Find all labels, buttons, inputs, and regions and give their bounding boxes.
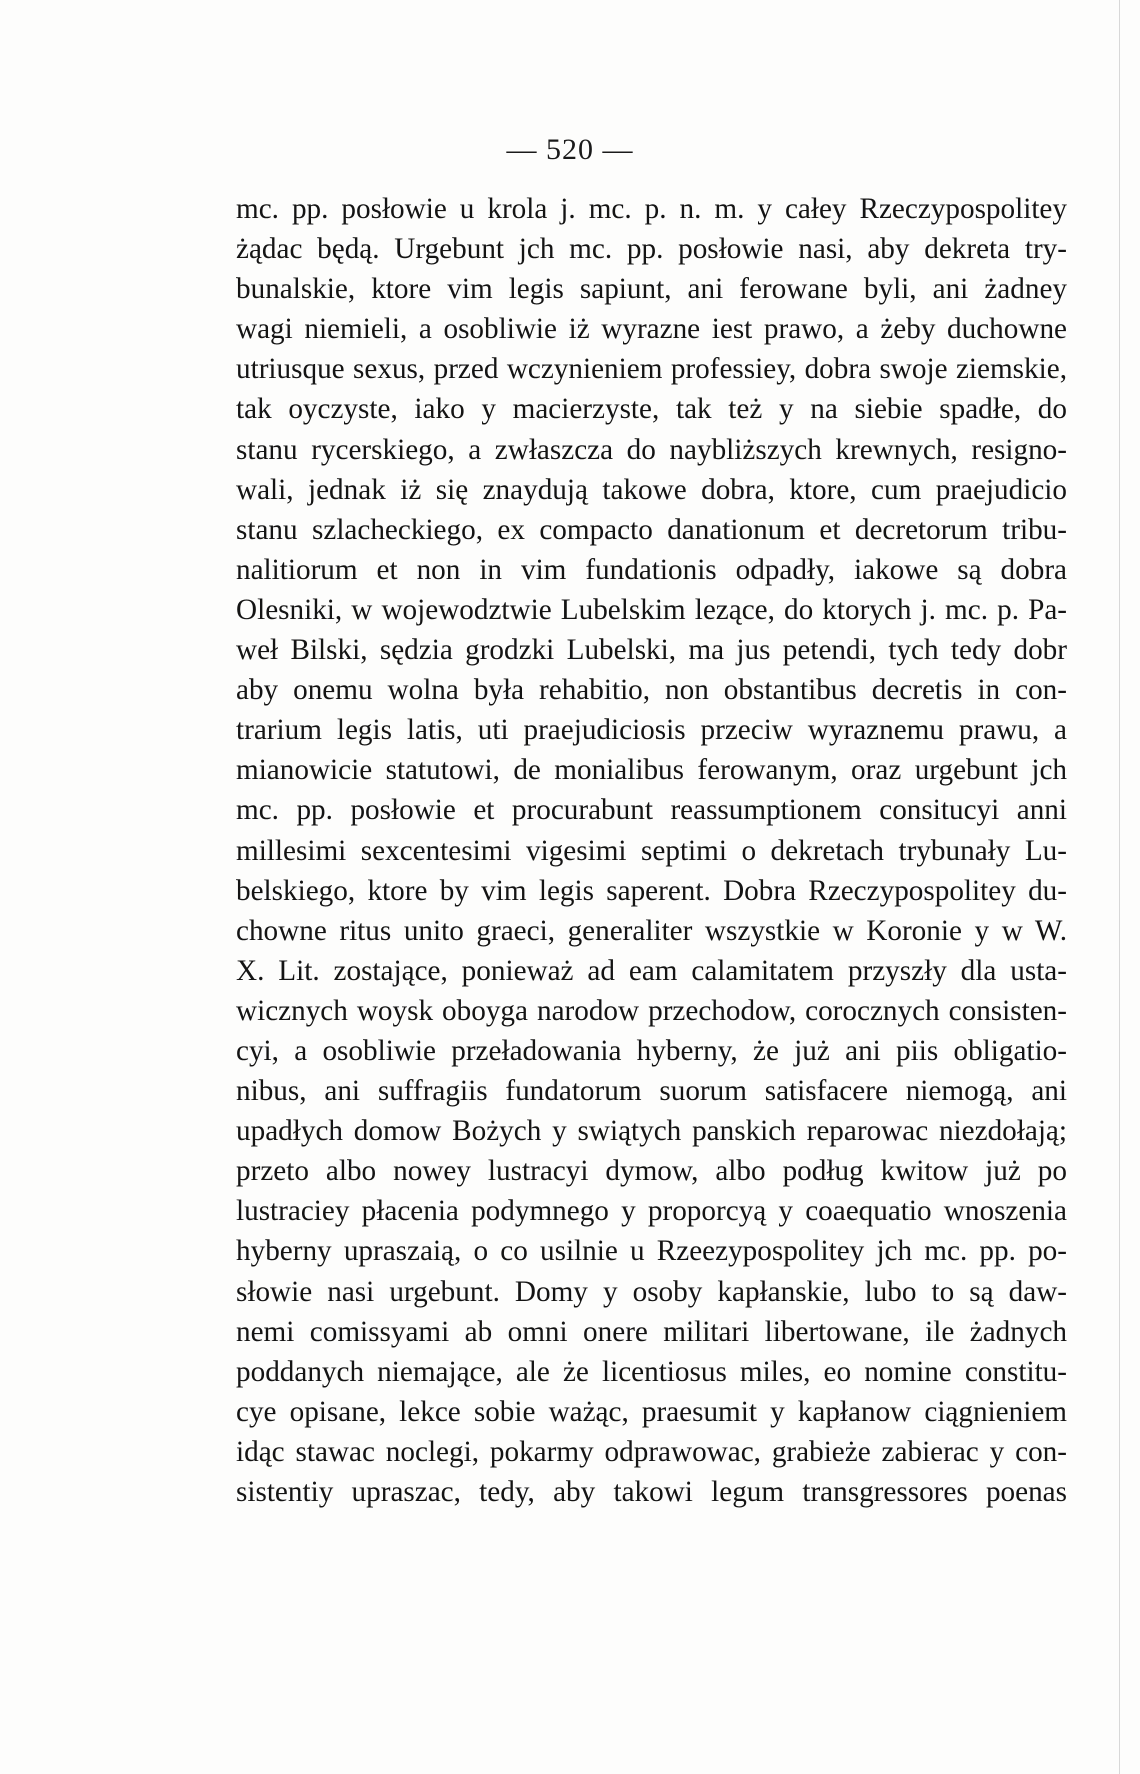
text-line: nalitiorum et non in vim fundationis odpadły, iakowe są dobra — [236, 553, 1067, 586]
text-line: upadłych domow Bożych y swiątych panskich reparowac niezdołają; — [236, 1115, 1067, 1148]
text-line: utriusque sexus, przed wczynieniem professiey, dobra swoje ziemskie, — [236, 353, 1067, 386]
text-line: idąc stawac noclegi, pokarmy odprawowac, grabieże zabierac y con- — [236, 1435, 1067, 1468]
text-line: wali, jednak iż się znaydują takowe dobra, ktore, cum praejudicio — [236, 473, 1067, 506]
text-line: stanu szlacheckiego, ex compacto danationum et decretorum tribu- — [236, 513, 1067, 546]
text-line: przeto albo nowey lustracyi dymow, albo podług kwitow już po — [236, 1155, 1067, 1188]
text-line: mc. pp. posłowie et procurabunt reassumptionem consitucyi anni — [236, 794, 1067, 827]
text-line: hyberny upraszaią, o co usilnie u Rzeezypospolitey jch mc. pp. po- — [236, 1235, 1067, 1268]
text-line: mianowicie statutowi, de monialibus ferowanym, oraz urgebunt jch — [236, 754, 1067, 787]
text-line: cye opisane, lekce sobie ważąc, praesumit y kapłanow ciągnieniem — [236, 1395, 1067, 1428]
page-number: — 520 — — [506, 133, 634, 166]
text-line: mc. pp. posłowie u krola j. mc. p. n. m. y całey Rzeczypospolitey — [236, 193, 1067, 225]
text-line: Olesniki, w wojewodztwie Lubelskim lezące, do ktorych j. mc. p. Pa- — [236, 593, 1067, 626]
text-line: tak oyczyste, iako y macierzyste, tak też y na siebie spadłe, do — [236, 393, 1067, 426]
text-line: lustraciey płacenia podymnego y proporcyą y coaequatio wnoszenia — [236, 1195, 1067, 1228]
text-line: aby onemu wolna była rehabitio, non obstantibus decretis in con- — [236, 674, 1067, 707]
text-line: belskiego, ktore by vim legis saperent. Dobra Rzeczypospolitey du- — [236, 874, 1067, 907]
page-edge-line — [1119, 0, 1120, 1774]
text-line: stanu rycerskiego, a zwłaszcza do naybliższych krewnych, resigno- — [236, 433, 1067, 466]
text-line: trarium legis latis, uti praejudiciosis przeciw wyraznemu prawu, a — [236, 714, 1067, 747]
text-line: słowie nasi urgebunt. Domy y osoby kapłanskie, lubo to są daw- — [236, 1275, 1067, 1308]
text-line: weł Bilski, sędzia grodzki Lubelski, ma jus petendi, tych tedy dobr — [236, 634, 1067, 667]
body-text — [236, 189, 1067, 1512]
text-line: sistentiy upraszac, tedy, aby takowi legum transgressores poenas — [236, 1476, 1067, 1508]
text-line: nemi comissyami ab omni onere militari libertowane, ile żadnych — [236, 1315, 1067, 1348]
text-line: millesimi sexcentesimi vigesimi septimi o dekretach trybunały Lu- — [236, 834, 1067, 867]
text-line: cyi, a osobliwie przeładowania hyberny, że już ani piis obligatio- — [236, 1034, 1067, 1067]
text-line: wagi niemieli, a osobliwie iż wyrazne iest prawo, a żeby duchowne — [236, 313, 1067, 346]
text-line: X. Lit. zostające, ponieważ ad eam calamitatem przyszły dla usta- — [236, 954, 1067, 987]
text-line: bunalskie, ktore vim legis sapiunt, ani ferowane byli, ani żadney — [236, 273, 1067, 306]
text-line: żądac będą. Urgebunt jch mc. pp. posłowie nasi, aby dekreta try- — [236, 233, 1067, 266]
text-line: nibus, ani suffragiis fundatorum suorum satisfacere niemogą, ani — [236, 1075, 1067, 1108]
text-line: chowne ritus unito graeci, generaliter wszystkie w Koronie y w W. — [236, 914, 1067, 947]
text-line: poddanych niemające, ale że licentiosus miles, eo nomine constitu- — [236, 1355, 1067, 1388]
text-line: wicznych woysk oboyga narodow przechodow, corocznych consisten- — [236, 994, 1067, 1027]
